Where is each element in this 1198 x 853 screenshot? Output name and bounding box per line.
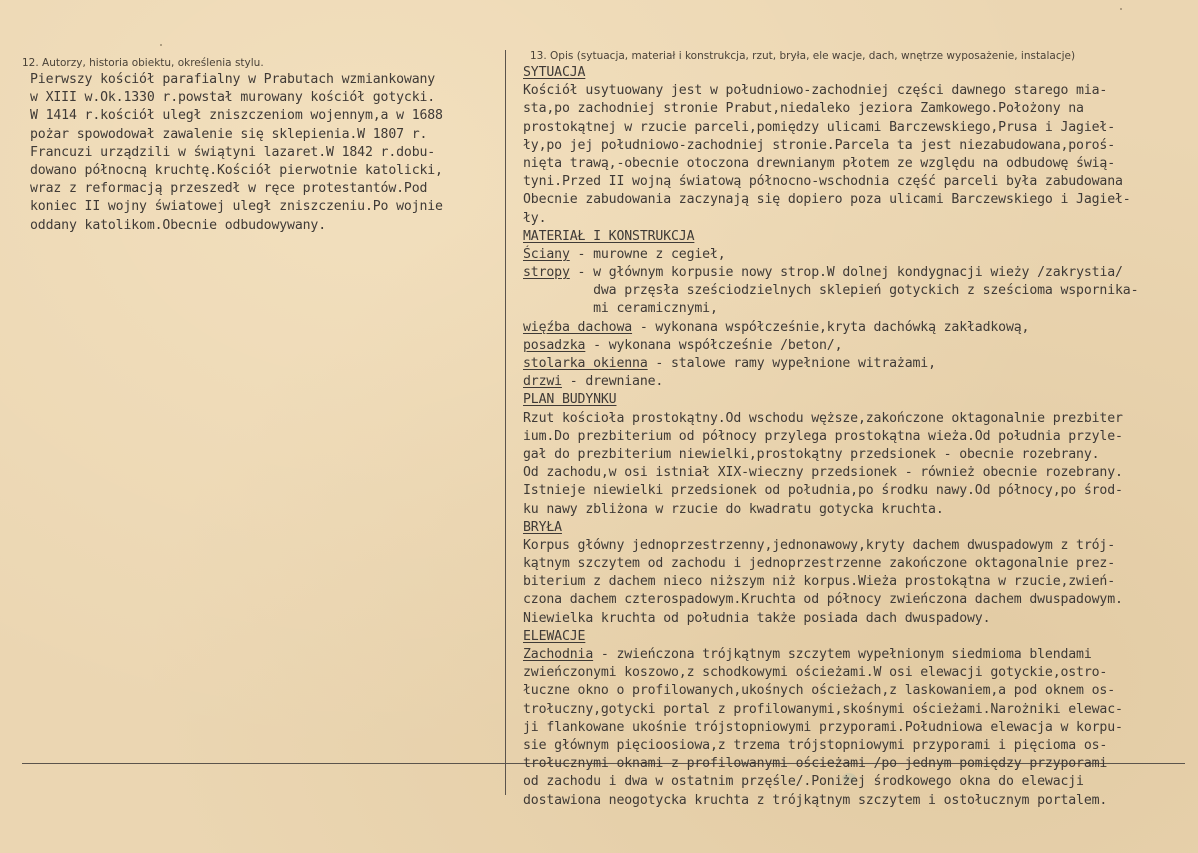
description-line [523,155,1138,173]
line-text: ły. [523,210,547,226]
description-line [523,173,1138,191]
line-text: ji flankowane ukośnie trójstopniowymi przyporami.Południowa elewacja w korpu- [523,719,1123,735]
description-line [523,501,1138,519]
description-line [523,664,1138,682]
description-line [523,773,1138,791]
history-line: Francuzi urządzili w świątyni lazaret.W 1842 r.dobu- [30,144,436,160]
line-text: nięta trawą,-obecnie otoczona drewnianym płotem ze względu na odbudowę świą- [523,155,1116,171]
underlined-term: PLAN BUDYNKU [523,392,617,408]
line-text: Rzut kościoła prostokątny.Od wschodu węższe,zakończone oktagonalnie prezbiter [523,410,1123,426]
paper-speck [160,44,162,46]
description-line [523,464,1138,482]
description-line [523,228,1138,246]
description-line [523,410,1138,428]
line-text: sta,po zachodniej stronie Prabut,niedaleko jeziora Zamkowego.Położony na [523,101,1084,117]
history-line: koniec II wojny światowej uległ zniszczeniu.Po wojnie [30,199,443,215]
line-text: od zachodu i dwa w ostatnim przęśle/.Poniżej środkowego okna do elewacji [523,774,1084,790]
line-text: tyni.Przed II wojną światową północno-wschodnia część parceli była zabudowana [523,174,1123,190]
description-line [523,737,1138,755]
description-line [523,100,1138,118]
description-line [523,573,1138,591]
description-line [523,482,1138,500]
description-line [523,282,1138,300]
line-text: prostokątnej w rzucie parceli,pomiędzy ulicami Barczewskiego,Prusa i Jagieł- [523,119,1116,135]
line-text: ły,po jej południowo-zachodniej stronie.Parcela ta jest niezabudowana,poroś- [523,137,1116,153]
history-line: pożar spowodował zawalenie się sklepienia.W 1807 r. [30,126,428,142]
line-text: łuczne okno o profilowanych,ukośnych ościeżach,z laskowaniem,a pod oknem os- [523,683,1116,699]
description-line [523,719,1138,737]
line-text: czona dachem czterospadowym.Kruchta od północy zwieńczona dachem dwuspadowym. [523,592,1123,608]
line-text: kątnym szczytem od zachodu i jednoprzestrzenne zakończone oktagonalnie prez- [523,556,1116,572]
line-text: dwa przęsła sześciodzielnych sklepień gotyckich z sześcioma wspornika- [523,283,1139,299]
description-line [523,792,1138,810]
line-text: - stalowe ramy wypełnione witrażami, [647,356,936,371]
description-line [523,591,1138,609]
description-line [523,682,1138,700]
line-text: - drewniane. [561,374,664,390]
description-line [523,337,1138,355]
line-text: trołucznymi oknami z profilowanymi ościeżami /po jednym pomiędzy przyporami [523,756,1108,772]
description-line [523,646,1138,664]
underlined-term: więźba dachowa [523,319,633,335]
description-line [523,210,1138,228]
line-text: zwieńczonymi koszowo,z schodkowymi ościeżami.W osi elewacji gotyckie,ostro- [523,665,1108,681]
line-text: Istnieje niewielki przedsionek od południa,po środku nawy.Od północy,po środ- [523,483,1123,499]
line-text: Niewielka kruchta od południa także posiada dach dwuspadowy. [523,610,991,626]
description-line [523,428,1138,446]
field-13-label: 13. Opis (sytuacja, materiał i konstrukcja, rzut, bryła, ele wacje, dach, wnętrze wyposażenie, instalacje) [530,50,1076,62]
description-line [523,610,1138,628]
history-line: wraz z reformacją przeszedł w ręce protestantów.Pod [30,181,428,197]
description-line [523,391,1138,409]
underlined-term: posadzka [523,337,586,353]
description-line [523,373,1138,391]
description-line [523,446,1138,464]
description-line [523,64,1138,82]
line-text: gał do prezbiterium niewielki,prostokątny przedsionek - obecnie rozebrany. [523,446,1100,462]
history-line: Pierwszy kościół parafialny w Prabutach wzmiankowany [30,72,436,87]
line-text: biterium z dachem nieco niższym niż korpus.Wieża prostokątna w rzucie,zwień- [523,574,1116,590]
underlined-term: SYTUACJA [523,65,586,80]
description-line [523,82,1138,100]
description-line [523,628,1138,646]
history-text [30,71,443,235]
history-line: dowano północną kruchtę.Kościół pierwotnie katolicki, [30,162,443,178]
line-text: ium.Do prezbiterium od północy przylega prostokątna wieża.Od południa przyle- [523,428,1123,444]
line-text: Korpus główny jednoprzestrzenny,jednonawowy,kryty dachem dwuspadowym z trój- [523,537,1116,553]
description-text [523,64,1138,810]
paper-speck [1120,8,1122,10]
underlined-term: Zachodnia [523,647,594,662]
history-line: W 1414 r.kościół uległ zniszczeniom wojennym,a w 1688 [30,108,443,124]
line-text: - murowne z cegieł, [569,246,726,262]
line-text: - w głównym korpusie nowy strop.W dolnej kondygnacji wieży /zakrystia/ [569,265,1123,281]
description-line [523,355,1138,373]
line-text: Kościół usytuowany jest w południowo-zachodniej części dawnego starego mia- [523,83,1108,99]
description-line [523,701,1138,719]
field-12-label: 12. Autorzy, historia obiektu, określenia stylu. [22,57,264,69]
description-line [523,137,1138,155]
history-line: w XIII w.Ok.1330 r.powstał murowany kościół gotycki. [30,90,436,106]
description-line [523,537,1138,555]
description-line [523,119,1138,137]
underlined-term: stropy [523,265,570,281]
line-text: Od zachodu,w osi istniał XIX-wieczny przedsionek - również obecnie rozebrany. [523,465,1123,481]
underlined-term: drzwi [523,374,562,390]
description-line [523,191,1138,209]
underlined-term: ELEWACJE [523,628,586,644]
history-line: oddany katolikom.Obecnie odbudowywany. [30,217,327,233]
line-text: Obecnie zabudowania zaczynają się dopiero poza ulicami Barczewskiego i Jagieł- [523,192,1131,208]
line-text: sie głównym pięcioosiowa,z trzema trójstopniowymi przyporami i pięcioma os- [523,737,1108,753]
description-line [523,755,1138,773]
underlined-term: stolarka okienna [523,356,648,371]
description-line [523,519,1138,537]
line-text: mi ceramicznymi, [523,301,718,317]
description-line [523,264,1138,282]
description-line [523,246,1138,264]
description-line [523,555,1138,573]
line-text: trołuczny,gotycki portal z profilowanymi,skośnymi ościeżami.Narożniki elewac- [523,701,1123,717]
description-line [523,300,1138,318]
line-text: dostawiona neogotycka kruchta z trójkątnym szczytem i ostołucznym portalem. [523,792,1108,808]
line-text: - wykonana współcześnie,kryta dachówką zakładkową, [632,319,1030,335]
line-text: ku nawy zbliżona w rzucie do kwadratu gotycka kruchta. [523,501,944,517]
column-divider [505,50,506,795]
underlined-term: Ściany [523,246,570,262]
underlined-term: BRYŁA [523,519,562,535]
line-text: - wykonana współcześnie /beton/, [585,337,843,353]
underlined-term: MATERIAŁ I KONSTRUKCJA [523,228,695,244]
description-line [523,319,1138,337]
line-text: - zwieńczona trójkątnym szczytem wypełnionym siedmioma blendami [593,647,1092,662]
